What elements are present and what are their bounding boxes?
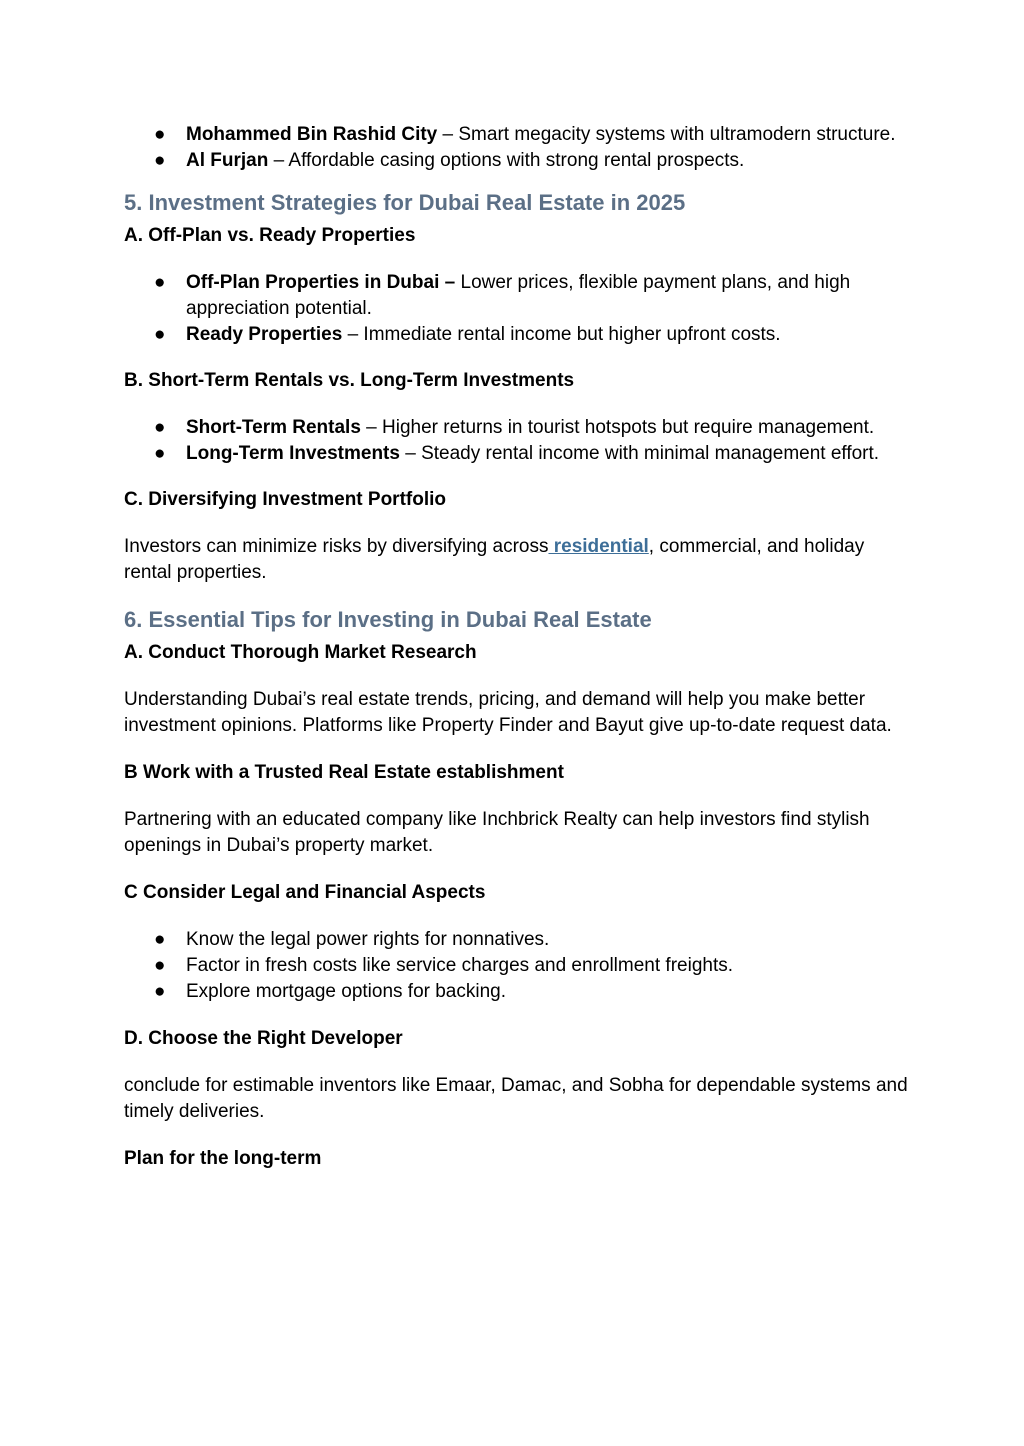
list-item-bold: Ready Properties — [186, 324, 343, 345]
bullet-icon: ● — [154, 150, 166, 171]
section5-heading: 5. Investment Strategies for Dubai Real Estate in 2025 — [124, 190, 686, 215]
section6-d-heading: D. Choose the Right Developer — [124, 1028, 403, 1049]
list-item-text: – Smart megacity systems with ultramodern structure. — [437, 124, 896, 145]
list-item — [154, 148, 914, 174]
list-item-text: Factor in fresh costs like service charges and enrollment freights. — [186, 955, 734, 976]
list-item-text: – Immediate rental income but higher upfront costs. — [342, 324, 781, 345]
list-item-bold: Long-Term Investments — [186, 443, 400, 464]
list-item-text: – Affordable casing options with strong rental prospects. — [268, 150, 745, 171]
section5-c-heading: C. Diversifying Investment Portfolio — [124, 489, 446, 510]
list-item-bold: Mohammed Bin Rashid City — [186, 124, 438, 145]
legal-financial-list — [124, 927, 914, 1005]
residential-link[interactable]: residential — [548, 536, 649, 557]
paragraph-text: , commercial, and holiday rental properties. — [124, 536, 865, 583]
bullet-icon: ● — [154, 124, 166, 145]
section5-b-heading: B. Short-Term Rentals vs. Long-Term Investments — [124, 370, 575, 391]
developer-paragraph: conclude for estimable inventors like Emaar, Damac, and Sobha for dependable systems and timely deliveries. — [124, 1075, 908, 1122]
long-term-heading: Plan for the long-term — [124, 1148, 322, 1169]
bullet-icon: ● — [154, 443, 166, 464]
list-item-text: Explore mortgage options for backing. — [186, 981, 507, 1002]
section6-c-heading: C Consider Legal and Financial Aspects — [124, 882, 486, 903]
bullet-icon: ● — [154, 955, 166, 976]
section6-heading: 6. Essential Tips for Investing in Dubai Real Estate — [124, 607, 652, 632]
rental-type-list — [124, 415, 914, 467]
list-item — [154, 441, 914, 467]
section6-b-heading: B Work with a Trusted Real Estate establishment — [124, 762, 564, 783]
diversify-paragraph — [124, 534, 914, 586]
establishment-paragraph: Partnering with an educated company like Inchbrick Realty can help investors find stylish openings in Dubai’s property market. — [124, 809, 870, 856]
bullet-icon: ● — [154, 929, 166, 950]
bullet-icon: ● — [154, 272, 166, 293]
bullet-icon: ● — [154, 981, 166, 1002]
bullet-icon: ● — [154, 417, 166, 438]
list-item-bold: Off-Plan Properties in Dubai – — [186, 272, 456, 293]
list-item — [154, 979, 914, 1005]
list-item — [154, 927, 914, 953]
list-item-text: Know the legal power rights for nonnatives. — [186, 929, 550, 950]
list-item — [154, 122, 914, 148]
list-item — [154, 322, 914, 348]
section5-a-heading: A. Off-Plan vs. Ready Properties — [124, 225, 416, 246]
area-list — [124, 122, 914, 174]
list-item — [154, 415, 914, 441]
paragraph-text: Investors can minimize risks by diversifying across — [124, 536, 549, 557]
list-item-text: – Steady rental income with minimal management effort. — [399, 443, 880, 464]
list-item-text: – Higher returns in tourist hotspots but require management. — [360, 417, 875, 438]
bullet-icon: ● — [154, 324, 166, 345]
property-type-list — [124, 270, 914, 348]
section6-a-heading: A. Conduct Thorough Market Research — [124, 642, 477, 663]
market-research-paragraph: Understanding Dubai’s real estate trends, pricing, and demand will help you make better investment opinions. Platforms like Property Finder and Bayut give up-to-date request data. — [124, 689, 892, 736]
list-item — [154, 270, 914, 322]
list-item-bold: Short-Term Rentals — [186, 417, 361, 438]
list-item-text: Lower prices, flexible payment plans, and high appreciation potential. — [186, 272, 851, 319]
list-item — [154, 953, 914, 979]
list-item-bold: Al Furjan — [186, 150, 269, 171]
document-content — [124, 122, 914, 1172]
